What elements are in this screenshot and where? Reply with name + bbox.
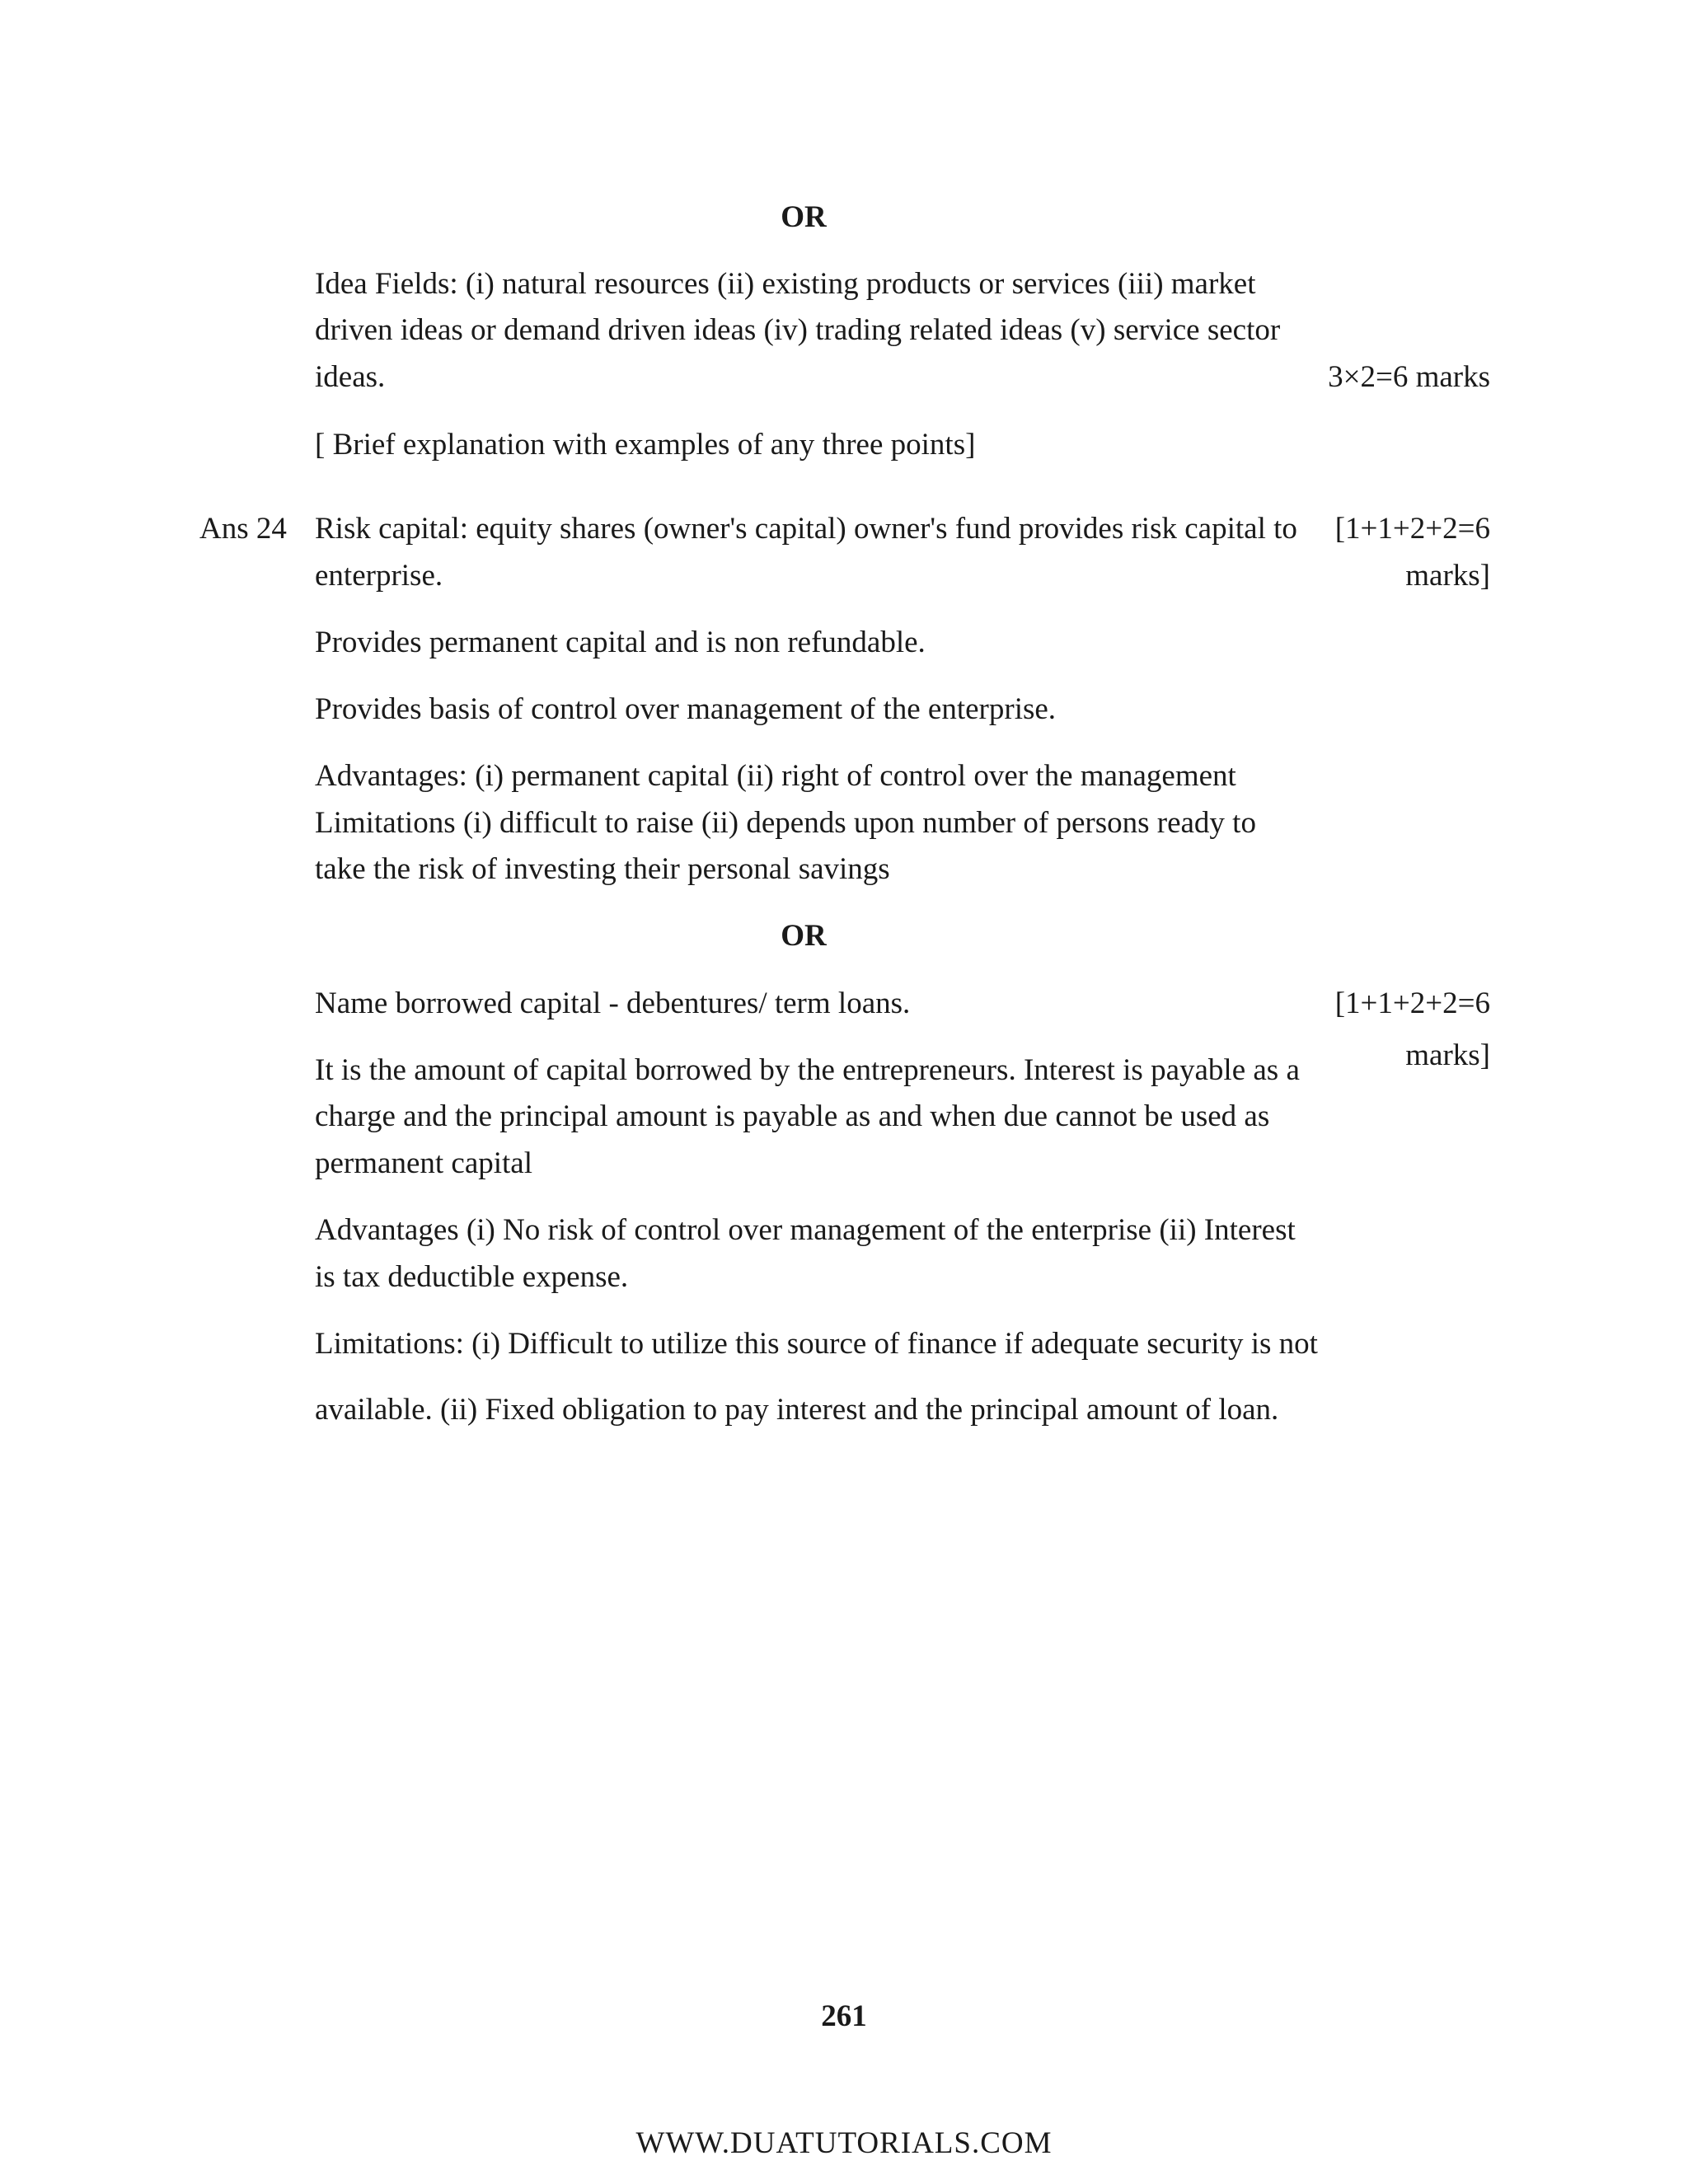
limitations-line-2: take the risk of investing their personal savings (315, 852, 890, 886)
or-heading-1: OR (781, 200, 827, 234)
idea-fields-line-3: ideas. (315, 360, 386, 394)
risk-capital-line-1: Risk capital: equity shares (owner's capital) owner's fund provides risk capital to (315, 512, 1297, 546)
borrowed-line-3: permanent capital (315, 1146, 533, 1180)
page-number: 261 (821, 1999, 867, 2033)
borrowed-advantages-line-1: Advantages (i) No risk of control over management of the enterprise (ii) Interest (315, 1213, 1296, 1247)
borrowed-line-2: charge and the principal amount is payable as and when due cannot be used as (315, 1099, 1270, 1133)
permanent-capital-line: Provides permanent capital and is non refundable. (315, 626, 926, 659)
answer-label: Ans 24 (199, 512, 287, 546)
brief-note: [ Brief explanation with examples of any three points] (315, 428, 976, 462)
borrowed-limitations-line-1: Limitations: (i) Difficult to utilize this source of finance if adequate security is not (315, 1327, 1318, 1361)
idea-fields-line-1: Idea Fields: (i) natural resources (ii) existing products or services (iii) market (315, 267, 1256, 301)
borrowed-limitations-line-2: available. (ii) Fixed obligation to pay interest and the principal amount of loan. (315, 1393, 1279, 1427)
borrowed-advantages-line-2: is tax deductible expense. (315, 1260, 629, 1294)
limitations-line-1: Limitations (i) difficult to raise (ii) depends upon number of persons ready to (315, 806, 1256, 840)
borrowed-marks-1: [1+1+2+2=6 (1334, 987, 1490, 1020)
risk-capital-marks-1: [1+1+2+2=6 (1334, 512, 1490, 546)
idea-fields-marks: 3×2=6 marks (1328, 360, 1490, 394)
control-line: Provides basis of control over management of the enterprise. (315, 692, 1057, 726)
risk-capital-line-2: enterprise. (315, 559, 443, 593)
footer-website: WWW.DUATUTORIALS.COM (635, 2126, 1053, 2160)
idea-fields-line-2: driven ideas or demand driven ideas (iv) trading related ideas (v) service sector (315, 313, 1281, 347)
risk-capital-marks-2: marks] (1405, 559, 1490, 593)
borrowed-capital-name: Name borrowed capital - debentures/ term loans. (315, 987, 911, 1020)
or-heading-2: OR (781, 919, 827, 953)
advantages-line-1: Advantages: (i) permanent capital (ii) right of control over the management (315, 759, 1236, 793)
borrowed-marks-2: marks] (1405, 1038, 1490, 1072)
borrowed-line-1: It is the amount of capital borrowed by the entrepreneurs. Interest is payable as a (315, 1053, 1300, 1087)
